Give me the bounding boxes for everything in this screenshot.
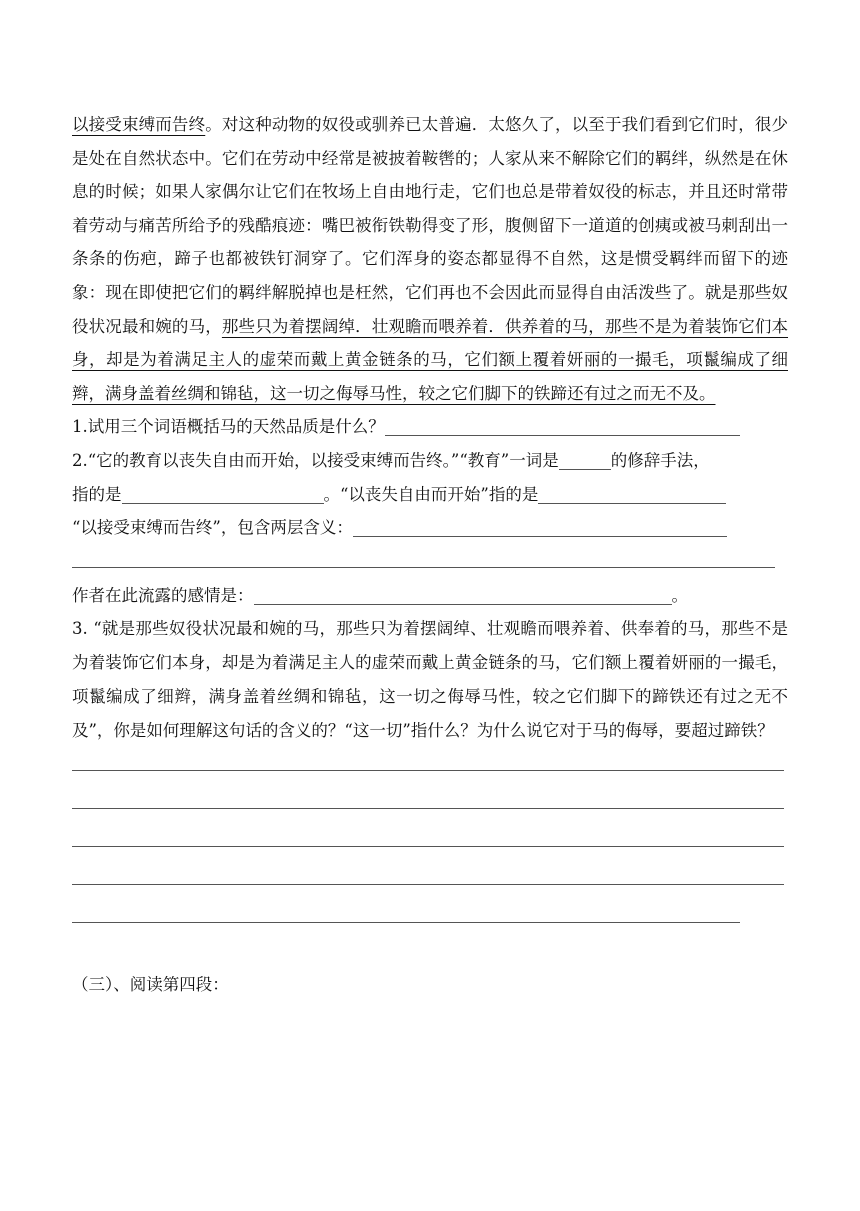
passage-underlined-phrase: 以接受束缚而告终 — [72, 115, 206, 134]
question-2-line-2 — [72, 478, 788, 512]
answer-blank-bound-2[interactable] — [72, 567, 775, 568]
answer-line-5[interactable] — [72, 922, 740, 923]
section-heading: （三）、阅读第四段： — [72, 975, 229, 995]
answer-blank-refers[interactable] — [122, 483, 324, 504]
question-2-prompt: 2.“它的教育以丧失自由而开始，以接受束缚而告终。”“教育”一词是 — [72, 450, 559, 470]
passage-paragraph — [72, 108, 788, 410]
question-1-text: 1.试用三个词语概括马的天然品质是什么？ — [72, 417, 385, 437]
answer-blank-emotion[interactable] — [254, 584, 672, 605]
question-2-freedom-label: 。“以丧失自由而开始”指的是 — [323, 484, 539, 504]
passage-underlined-sentence: 那些只为着摆阔绰．壮观瞻而喂养着．供养着的马，那些不是为着装饰它们本身，却是为着满足主人的虚荣而戴上黄金链条的马，它们额上覆着妍丽的一撮毛，项鬣编成了细辫，满身盖着丝绸和锦毡，这一切之侮辱马性，较之它们脚下的铁蹄还有过之而无不及。 — [72, 316, 789, 403]
answer-line-1[interactable] — [72, 770, 784, 771]
question-2-period: 。 — [671, 585, 688, 605]
passage-text: 。对这种动物的奴役或驯养已太普遍．太悠久了，以至于我们看到它们时，很少是处在自然状态中。它们在劳动中经常是被披着鞍辔的；人家从来不解除它们的羁绊，纵然是在休息的时候；如果人家偶尔让它们在牧场上自由地行走，它们也总是带着奴役的标志，并且还时常带着劳动与痛苦所给予的残酷痕迹：嘴巴被衔铁勒得变了形，腹侧留下一道道的创痍或被马刺刮出一条条的伤疤，蹄子也都被铁钉洞穿了。它们浑身的姿态都显得不自然，这是惯受羁绊而留下的迹象：现在即使把它们的羁绊解脱掉也是枉然，它们再也不会因此而显得自由活泼些了。就是那些奴役状况最和婉的马， — [72, 115, 789, 336]
worksheet-page — [72, 108, 788, 1002]
question-1 — [72, 410, 788, 444]
question-2-line-3 — [72, 511, 788, 545]
question-2-line-1 — [72, 444, 788, 478]
question-2-line-4 — [72, 545, 788, 579]
answer-blank-q1[interactable] — [385, 415, 740, 436]
answer-line-4[interactable] — [72, 884, 784, 885]
answer-blank-rhetoric[interactable] — [559, 449, 611, 470]
answer-blank-bound-1[interactable] — [353, 516, 727, 537]
question-2-rhetoric-suffix: 的修辞手法， — [610, 450, 710, 470]
question-2-emotion-label: 作者在此流露的感情是： — [72, 585, 254, 605]
question-2-line-5 — [72, 579, 788, 613]
answer-line-3[interactable] — [72, 846, 784, 847]
question-2-refers-label: 指的是 — [72, 484, 122, 504]
question-3: 3. “就是那些奴役状况最和婉的马，那些只为着摆阔绰、壮观瞻而喂养着、供奉着的马，那些不是为着装饰它们本身，却是为着满足主人的虚荣而戴上黄金链条的马，它们额上覆着妍丽的一撮毛，项鬣编成了细辫，满身盖着丝绸和锦毡，这一切之侮辱马性，较之它们脚下的蹄铁还有过之无不及”，你是如何理解这句话的含义的？“这一切”指什么？为什么说它对于马的侮辱，要超过蹄铁？ — [72, 619, 788, 741]
answer-line-2[interactable] — [72, 808, 784, 809]
question-2-bound-label: “以接受束缚而告终”，包含两层含义： — [72, 518, 353, 538]
question-3-answer-area — [72, 748, 788, 968]
answer-blank-freedom[interactable] — [538, 483, 726, 504]
